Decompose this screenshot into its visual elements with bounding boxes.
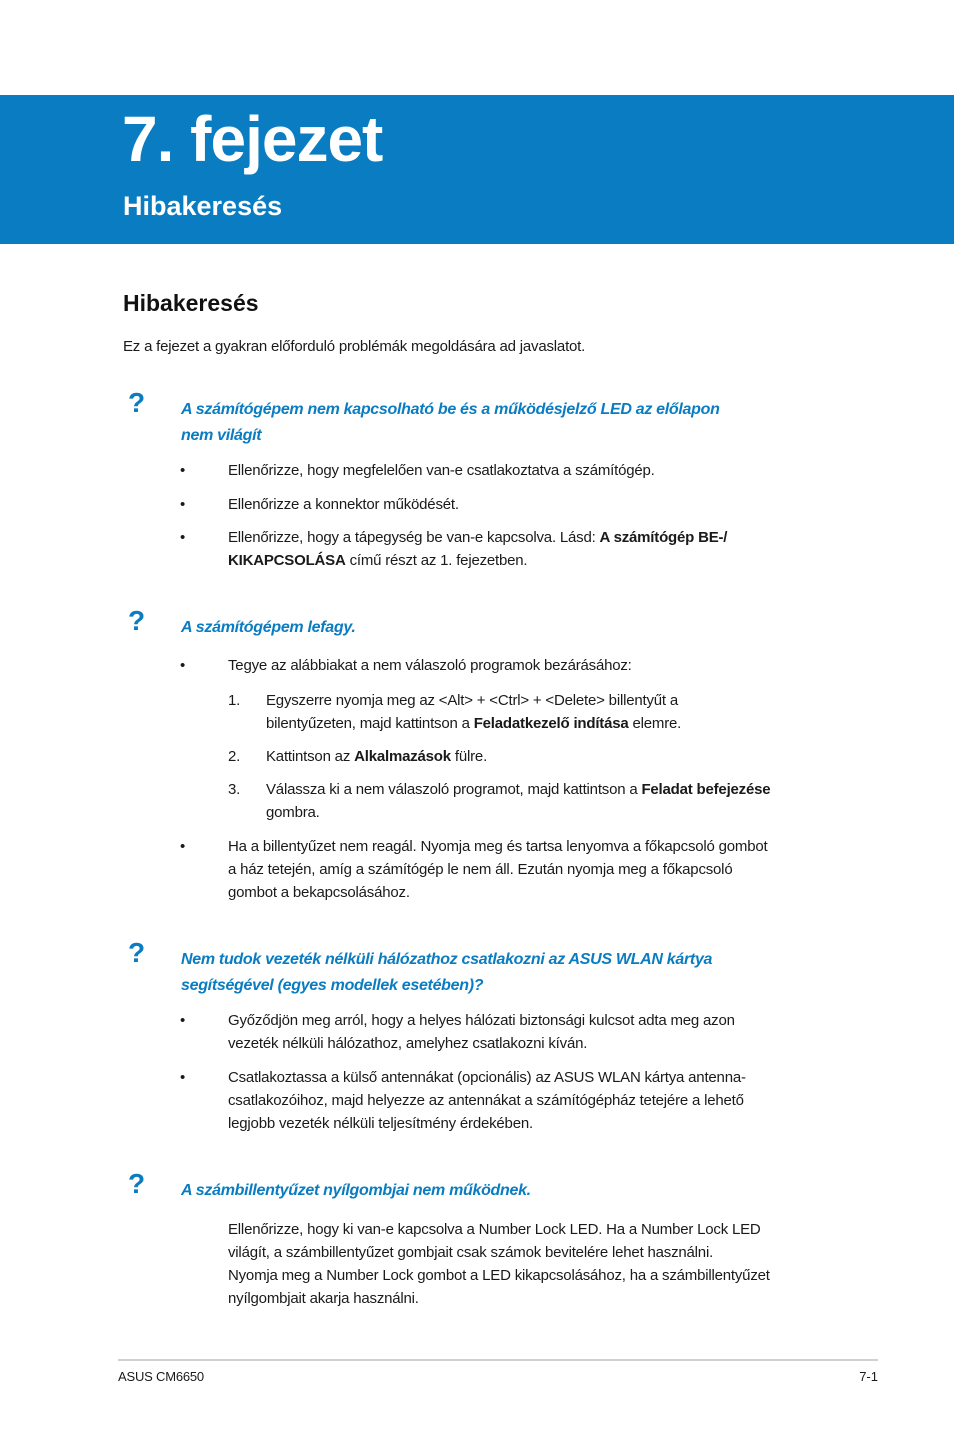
- cross-reference: KIKAPCSOLÁSA: [228, 552, 346, 569]
- chapter-subtitle: Hibakeresés: [123, 191, 283, 221]
- question-heading: A számítógépem nem kapcsolható be és a működésjelző LED az előlapon nem világít: [181, 401, 720, 444]
- intro-paragraph: Ez a fejezet a gyakran előforduló problémák megoldására ad javaslatot.: [123, 338, 586, 355]
- question-mark-icon: ?: [128, 937, 146, 968]
- question-mark-icon: ?: [128, 387, 146, 418]
- chapter-banner: [0, 95, 954, 244]
- question-heading: Nem tudok vezeték nélküli hálózathoz csatlakozni az ASUS WLAN kártya segítségével (egyes modellek esetében)?: [181, 951, 713, 994]
- bullet-marker: •: [180, 657, 186, 674]
- bullet-marker: •: [180, 529, 186, 546]
- cross-reference: A számítógép BE-/: [599, 529, 728, 546]
- bullet-marker: •: [180, 838, 186, 855]
- chapter-title: 7. fejezet: [122, 103, 383, 175]
- question-heading: A számbillentyűzet nyílgombjai nem működnek.: [181, 1182, 531, 1199]
- bullet-marker: •: [180, 1069, 186, 1086]
- page-number: 7-1: [859, 1369, 878, 1384]
- section-heading: Hibakeresés: [123, 290, 259, 316]
- question-mark-icon: ?: [128, 1168, 146, 1199]
- bullet-marker: •: [180, 496, 186, 513]
- footer-divider: [118, 1359, 878, 1361]
- question-mark-icon: ?: [128, 605, 146, 636]
- question-heading: A számítógépem lefagy.: [181, 619, 356, 636]
- bullet-marker: •: [180, 462, 186, 479]
- bullet-marker: •: [180, 1012, 186, 1029]
- footer-model: ASUS CM6650: [118, 1369, 204, 1384]
